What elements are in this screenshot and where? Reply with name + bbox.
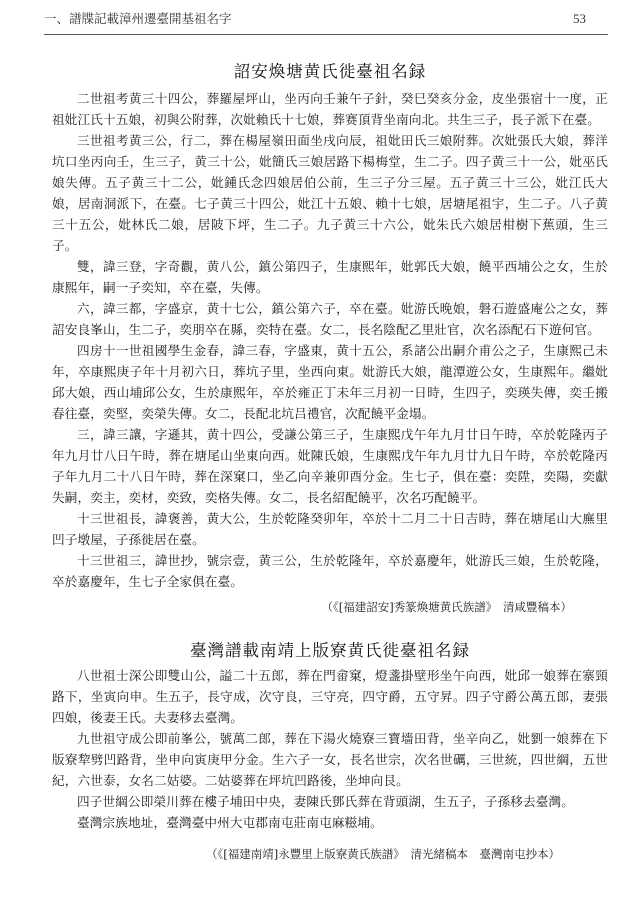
section-1-paragraph: 四房十一世祖國學生金春，諱三春，字盛東，黄十五公，系諸公出嗣介甫公之子，生康熙己未年，卒康熙庚子年十月初六日，葬坑子里，坐西向東。妣游氏大娘，龍潭遊公女，生康熙年。繼妣邱大娘，西山埔邱公女，生於康熙年，卒於雍正丁未年三月初一日時，生四子，奕瑛失傳，奕壬搬春往臺，奕堅，奕榮失傳。女二，長配北坑吕禮官，次配饒平金塌。 [52,343,608,421]
section-1-paragraph: 二世祖考黄三十四公，葬羅屋坪山，坐丙向壬兼午子針，癸巳癸亥分金，皮坐張宿十一度，正祖妣江氏十五娘，初與公附葬，次妣賴氏十七娘，葬赛頂背坐南向北。共生三子，長子派下在臺。 [52,91,608,127]
section-1-source-citation: （《[福建詔安]秀篆煥塘黄氏族譜》 清咸豐稿本） [321,600,572,614]
section-2-paragraph: 四子世綱公即榮川葬在樓子埔田中央，妻陳氏鄧氏葬在背頭湖，生五子，子孫移去臺灣。 [77,794,575,809]
section-1-paragraph: 十三世祖三，諱世抄，號宗壹，黄三公，生於乾隆年，卒於嘉慶年，妣游氏三娘，生於乾隆，卒於嘉慶年，生七子全家俱在臺。 [52,553,608,589]
section-2-body [52,665,608,833]
section-2-paragraph: 臺灣宗族地址，臺灣臺中州大屯郡南屯莊南屯麻糍埔。 [77,815,383,830]
section-1-paragraph: 六，諱三都，字盛京，黄十七公，鎮公第六子，卒在臺。妣游氏晚娘，磐石遊盛庵公之女，葬詔安良峯山，生二子，奕朋卒在縣，奕特在臺。女二，長名陰配乙里壯官，次名添配石下遊何官。 [52,301,608,337]
section-2-paragraph: 八世祖士深公即雙山公，謚二十五郎，葬在門畲窠，燈盞掛壁形坐午向西，妣邱一娘葬在寨頸路下，坐寅向申。生五子，長守成，次守良，三守亮，四守爵，五守昇。四子守爵公萬五郎，妻張四娘，後妻王氏。夫妻移去臺灣。 [52,668,608,725]
header-rule [44,34,608,35]
section-2-source-citation: （《[福建南靖]永豐里上版寮黄氏族譜》 清光緒稿本 臺灣南屯抄本） [206,847,560,861]
section-1-paragraph: 三，諱三讓，字遜其，黄十四公，受謙公第三子，生康熙戊午年九月廿日午時，卒於乾隆丙子年九月廿八日午時，葬在塘尾山坐東向西。妣陳氏娘，生康熙戊午年九月廿九日午時，卒於乾隆丙子年九月二十八日午時，葬在深窠口，坐乙向辛兼卯酉分金。生七子，俱在臺：奕陞，奕陽，奕獻失嗣，奕主，奕材，奕致，奕格失傳。女二，長名紹配饒平，次名巧配饒平。 [52,427,608,505]
section-1-title: 詔安煥塘黄氏徙臺祖名録 [233,62,427,81]
section-1-paragraph: 十三世祖長，諱褒善，黄大公，生於乾隆癸卯年，卒於十二月二十日吉時，葬在塘尾山大廡里凹子墩屋，子孫徙居在臺。 [52,511,608,547]
section-1-paragraph: 雙，諱三登，字奇觀，黄八公，鎮公第四子，生康熙年，妣郭氏大娘，饒平西埔公之女，生於康熙年，嗣一子奕知，卒在臺，失傳。 [52,259,608,295]
section-2-paragraph: 九世祖守成公即前峯公，號萬二郎，葬在下湯火燒寮三寶墻田背，坐辛向乙，妣劉一娘葬在下版寮犂劈凹路背，坐申向寅庚甲分金。生六子一女，長名世宗，次名世礪，三世統，四世綱，五世紀，六世泰，女名二姑婆。二姑婆葬在坪坑凹路後，坐坤向艮。 [52,731,608,788]
section-2-title: 臺灣譜載南靖上版寮黄氏徙臺祖名録 [190,641,470,660]
section-1-body [52,88,608,592]
section-1-paragraph: 三世祖考黄三公，行二，葬在楊屋嶺田面坐戌向辰，祖妣田氏三娘附葬。次妣張氏大娘，葬洋坑口坐丙向壬，生三子，黄三十公，妣簡氏三娘居路下楊梅堂，生二子。四子黄三十一公，妣巫氏娘失傳。五子黄三十二公，妣鍾氏念四娘居伯公前，生三子分三屋。五子黄三十三公，妣江氏大娘，居南洞派下，在臺。七子黄三十四公，妣江十五娘、賴十七娘，居塘尾祖宇，生二子。八子黄三十五公，妣林氏二娘，居陂下坪，生二子。九子黄三十六公，妣朱氏六娘居柑樹下蕉頭，生三子。 [52,133,608,253]
running-head-title: 一、譜牒記載漳州遷臺開基祖名字 [44,11,232,26]
running-head [44,8,608,30]
page-number: 53 [573,11,586,26]
